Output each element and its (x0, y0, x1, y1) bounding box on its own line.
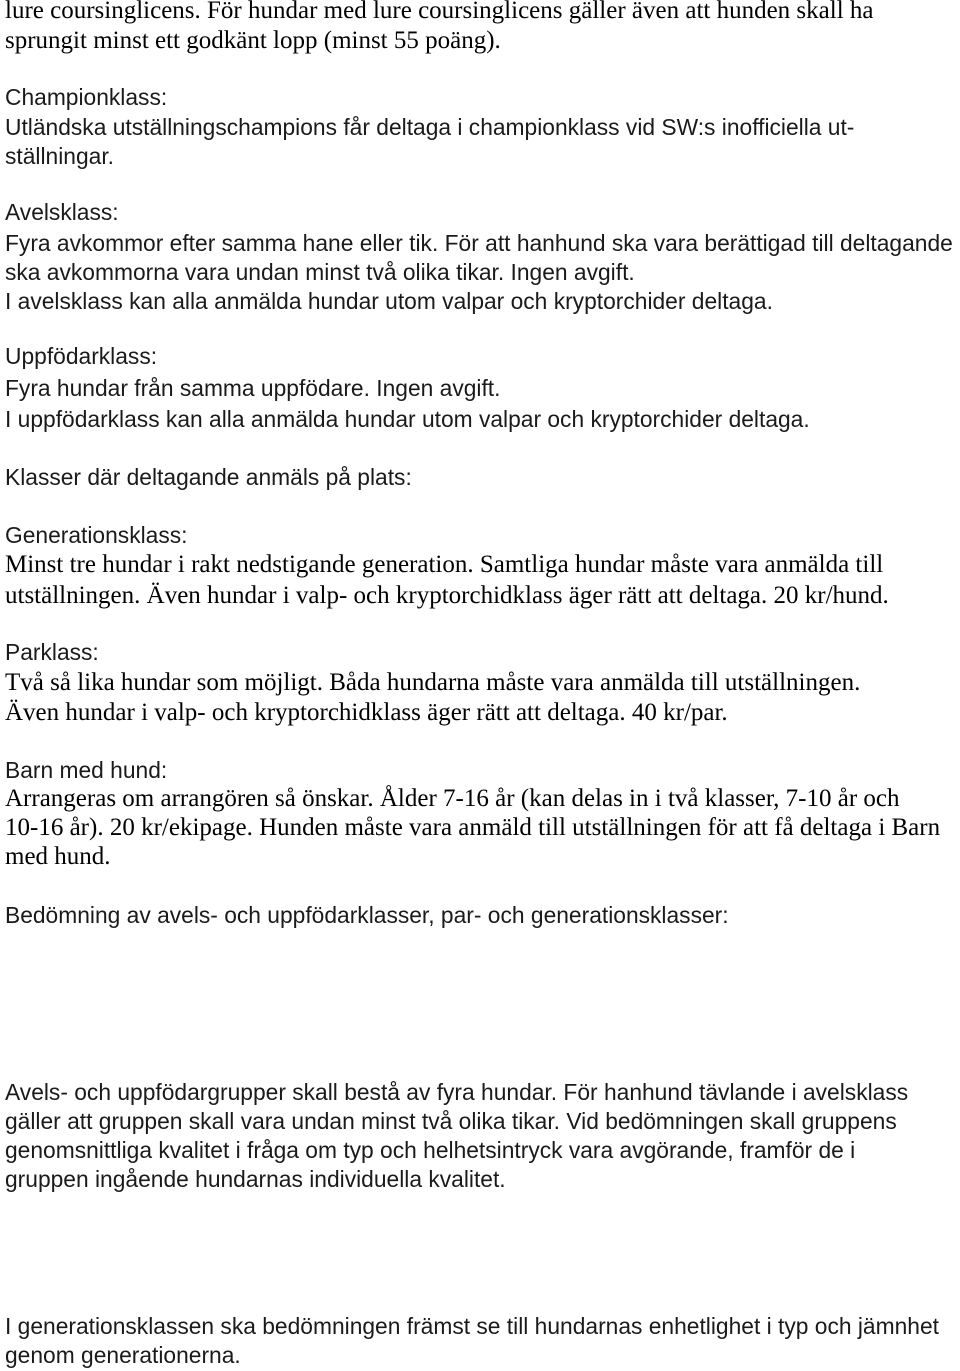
group-judging-text-line: Avels- och uppfödargrupper skall bestå av fyra hundar. För hanhund tävlande i avelsklass (5, 1079, 909, 1105)
intro-text-line: lure coursinglicens. För hundar med lure coursinglicens gäller även att hunden skall ha (5, 0, 874, 24)
generationsklass-heading: Generationsklass: (5, 522, 188, 548)
championklass-text-line: Utländska utställningschampions får deltaga i championklass vid SW:s inofficiella ut- (5, 114, 855, 140)
avelsklass-heading: Avelsklass: (5, 199, 119, 225)
parklass-text-line: Även hundar i valp- och kryptorchidklass äger rätt att deltaga. 40 kr/par. (5, 699, 728, 726)
group-judging-text-line: gäller att gruppen skall vara undan minst två olika tikar. Vid bedömningen skall gruppens (5, 1108, 897, 1134)
intro-text-line: sprungit minst ett godkänt lopp (minst 55 poäng). (5, 27, 501, 54)
avelsklass-text-line: I avelsklass kan alla anmälda hundar utom valpar och kryptorchider deltaga. (5, 288, 773, 314)
barn-med-hund-text-line: Arrangeras om arrangören så önskar. Ålder 7-16 år (kan delas in i två klasser, 7-10 år och (5, 785, 900, 812)
barn-med-hund-text-line: med hund. (5, 843, 111, 870)
generationsklass-text-line: Minst tre hundar i rakt nedstigande generation. Samtliga hundar måste vara anmälda till (5, 551, 884, 578)
championklass-text-line: ställningar. (5, 143, 114, 169)
uppfodarklass-heading: Uppfödarklass: (5, 343, 158, 369)
barn-med-hund-text-line: 10-16 år). 20 kr/ekipage. Hunden måste vara anmäld till utställningen för att få deltaga i Barn (5, 814, 941, 841)
parklass-text-line: Två så lika hundar som möjligt. Båda hundarna måste vara anmälda till utställningen. (5, 669, 861, 696)
uppfodarklass-text-line: Fyra hundar från samma uppfödare. Ingen avgift. (5, 375, 501, 401)
group-judging-text-line: gruppen ingående hundarnas individuella kvalitet. (5, 1166, 506, 1192)
uppfodarklass-text-line: I uppfödarklass kan alla anmälda hundar utom valpar och kryptorchider deltaga. (5, 406, 810, 432)
championklass-heading: Championklass: (5, 84, 168, 110)
group-judging-text-line: genomsnittliga kvalitet i fråga om typ och helhetsintryck vara avgörande, framför de i (5, 1137, 856, 1163)
on-site-classes-heading: Klasser där deltagande anmäls på plats: (5, 464, 412, 490)
avelsklass-text-line: Fyra avkommor efter samma hane eller tik. För att hanhund ska vara berättigad till deltagande (5, 230, 953, 256)
generationsklass-text-line: utställningen. Även hundar i valp- och kryptorchidklass äger rätt att deltaga. 20 kr/hund. (5, 582, 889, 609)
barn-med-hund-heading: Barn med hund: (5, 757, 168, 783)
generation-judging-text-line: I generationsklassen ska bedömningen främst se till hundarnas enhetlighet i typ och jämnhet (5, 1313, 939, 1339)
parklass-heading: Parklass: (5, 639, 99, 665)
avelsklass-text-line: ska avkommorna vara undan minst två olika tikar. Ingen avgift. (5, 259, 635, 285)
generation-judging-text-line: genom generationerna. (5, 1342, 241, 1368)
bedomning-heading: Bedömning av avels- och uppfödarklasser, par- och generationsklasser: (5, 902, 729, 928)
